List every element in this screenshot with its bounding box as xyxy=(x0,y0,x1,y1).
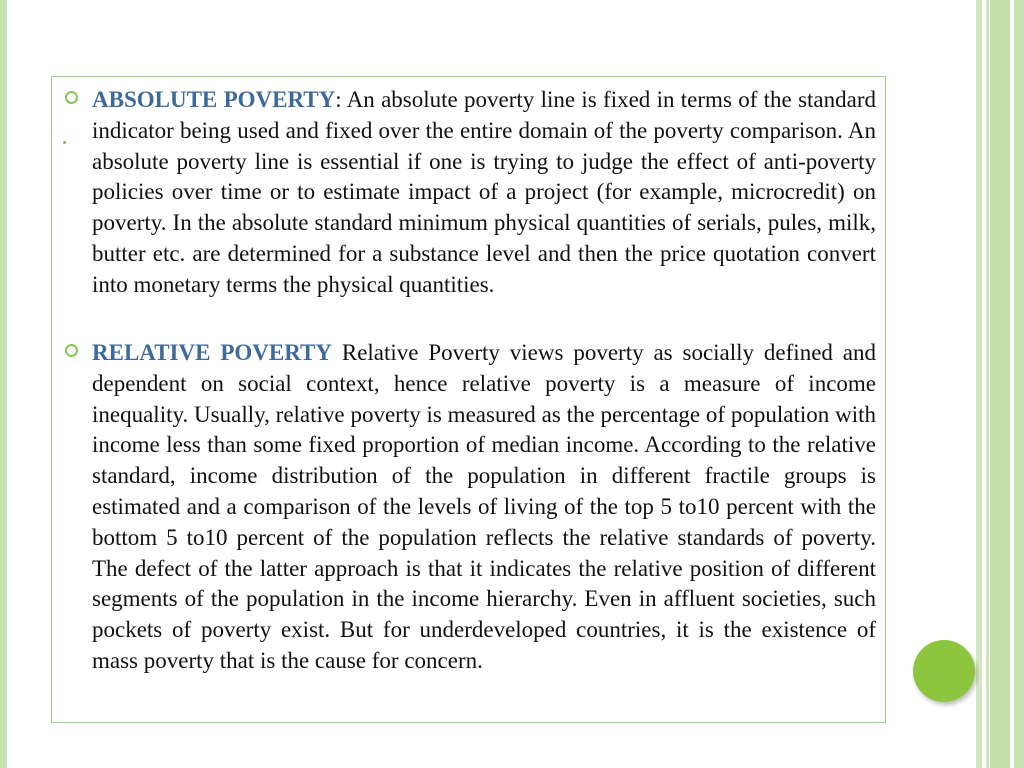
right-stripe-1 xyxy=(976,0,982,768)
left-decorative-stripe xyxy=(0,0,7,768)
right-stripe-3 xyxy=(990,0,1010,768)
text-relative-poverty: Relative Poverty views poverty as socially defined and dependent on social context, hence relative poverty is a measure of income inequality. Usually, relative poverty is measured as the percentage of population with income less than some fixed proportion of median income. According to the relative standard, income distribution of the population in different fractile groups is estimated and a comparison of the levels of living of the top 5 to10 percent with the bottom 5 to10 percent of the population reflects the relative standards of poverty. The defect of the latter approach is that it indicates the relative position of different segments of the population in the income hierarchy. Even in affluent societies, such pockets of poverty exist. But for underdeveloped countries, it is the existence of mass poverty that is the cause for concern. xyxy=(92,340,876,673)
hollow-circle-bullet-icon xyxy=(65,91,78,104)
right-stripe-2 xyxy=(986,0,989,768)
slide-content-box xyxy=(51,76,886,723)
right-decorative-stripes xyxy=(976,0,1024,768)
bullet-item-relative-poverty xyxy=(92,338,876,677)
text-absolute-poverty: : An absolute poverty line is fixed in terms of the standard indicator being used and fixed over the entire domain of the poverty comparison. An absolute poverty line is essential if one is trying to judge the effect of anti-poverty policies over time or to estimate impact of a project (for example, microcredit) on poverty. In the absolute standard minimum physical quantities of serials, pules, milk, butter etc. are determined for a substance level and then the price quotation convert into monetary terms the physical quantities. xyxy=(92,87,876,297)
bullet-item-absolute-poverty xyxy=(92,85,876,301)
green-circle-decoration xyxy=(913,640,975,702)
paragraph-relative-poverty xyxy=(92,338,876,677)
paragraph-absolute-poverty xyxy=(92,85,876,301)
stray-dot xyxy=(63,141,66,144)
hollow-circle-bullet-icon xyxy=(65,344,78,357)
right-stripe-4 xyxy=(1014,0,1024,768)
term-relative-poverty: RELATIVE POVERTY xyxy=(92,340,332,365)
term-absolute-poverty: ABSOLUTE POVERTY xyxy=(92,87,336,112)
